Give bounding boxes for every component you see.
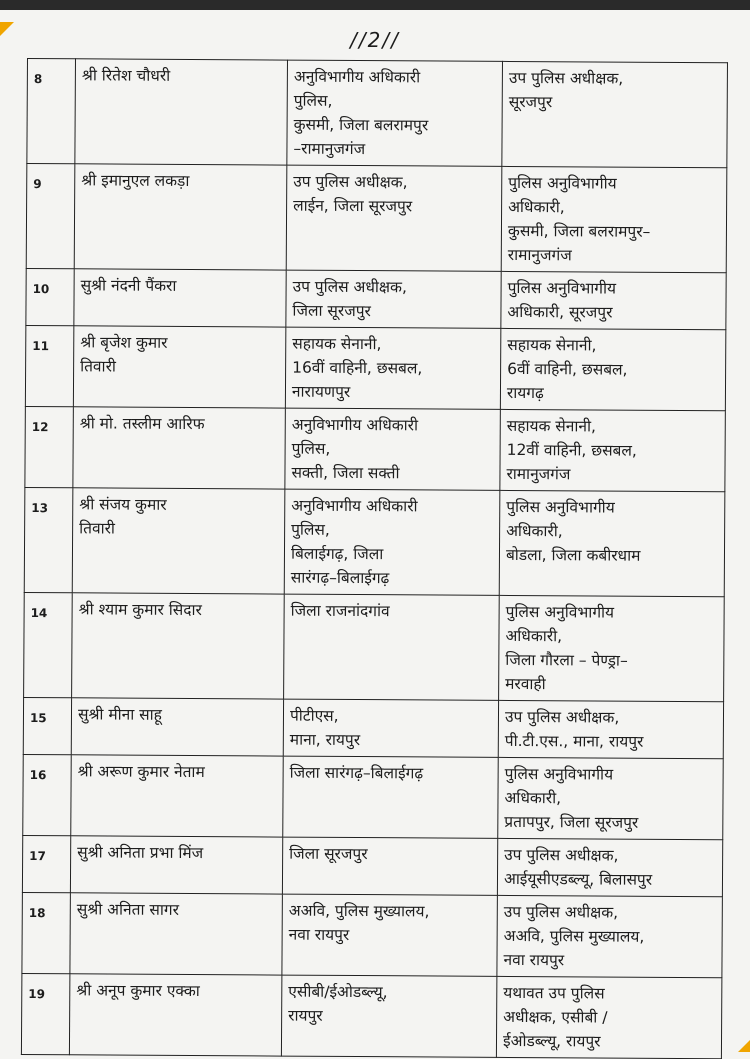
new-posting-line: उप पुलिस अधीक्षक, [504, 707, 620, 727]
current-posting-line: 16वीं वाहिनी, छसबल, [292, 358, 423, 378]
officer-name-line: श्री रितेश चौधरी [81, 66, 171, 85]
new-posting-line: आईयूसीएडब्ल्यू, बिलासपुर [503, 869, 653, 889]
new-posting-line: बोडला, जिला कबीरधाम [505, 545, 641, 565]
serial-number: 8 [27, 59, 76, 164]
new-posting-line: अधिकारी, [504, 788, 562, 808]
officer-name-cell [72, 593, 285, 699]
table-row [25, 406, 725, 491]
current-posting-line: अनुविभागीय अधिकारी [291, 415, 419, 435]
table-row [23, 754, 723, 839]
current-posting-line: सहायक सेनानी, [292, 334, 382, 354]
current-posting-cell [285, 408, 500, 490]
officer-name-cell [73, 407, 285, 489]
current-posting-line: उप पुलिस अधीक्षक, [292, 277, 407, 297]
current-posting-line: पुलिस, [293, 91, 333, 110]
serial-number: 15 [23, 697, 71, 754]
officer-name-cell [70, 893, 282, 975]
new-posting-line: अधिकारी, [505, 626, 563, 646]
new-posting-line: अधिकारी, सूरजपुर [507, 302, 613, 322]
current-posting-line: लाईन, जिला सूरजपुर [293, 196, 413, 216]
current-posting-line: एसीबी/ईओडब्ल्यू, [288, 982, 388, 1002]
table-row [23, 697, 723, 758]
transfer-table-body [21, 59, 727, 1059]
new-posting-line: रामानुजगंज [507, 245, 572, 265]
serial-number: 10 [26, 268, 74, 325]
officer-name-line: तिवारी [80, 357, 117, 376]
serial-number: 12 [25, 406, 73, 487]
new-posting-line: पी.टी.एस., माना, रायपुर [504, 731, 644, 751]
current-posting-cell [286, 270, 501, 328]
serial-number: 9 [26, 164, 75, 269]
table-row [26, 268, 726, 329]
new-posting-line: सहायक सेनानी, [507, 335, 597, 355]
new-posting-cell [497, 895, 722, 977]
new-posting-line: 12वीं वाहिनी, छसबल, [506, 440, 637, 460]
new-posting-cell [496, 976, 721, 1058]
new-posting-cell [501, 271, 726, 329]
new-posting-line: अधीक्षक, एसीबी / [503, 1007, 608, 1027]
current-posting-line: रायपुर [288, 1006, 323, 1025]
current-posting-line: अनुविभागीय अधिकारी [293, 67, 421, 87]
serial-number: 13 [24, 487, 73, 592]
new-posting-cell [500, 409, 725, 491]
serial-number: 16 [23, 754, 71, 835]
new-posting-cell [501, 166, 727, 272]
officer-name-line: श्री श्याम कुमार सिदार [78, 600, 202, 620]
corner-marker-bottom-icon [738, 1040, 750, 1052]
current-posting-line: नारायणपुर [291, 382, 351, 401]
new-posting-cell [498, 757, 723, 839]
current-posting-cell [282, 837, 497, 895]
officer-name-line: सुश्री नंदनी पैंकरा [80, 276, 177, 295]
current-posting-cell [287, 60, 503, 166]
current-posting-line: पुलिस, [291, 439, 331, 458]
current-posting-line: पुलिस, [291, 520, 330, 539]
current-posting-line: जिला राजनांदगांव [290, 601, 390, 621]
officer-name-line: सुश्री मीना साहू [77, 705, 162, 724]
new-posting-line: अधिकारी, [506, 521, 563, 541]
table-row [22, 892, 722, 977]
officer-name-line: सुश्री अनिता सागर [76, 900, 180, 919]
officer-name-cell [74, 269, 286, 327]
new-posting-line: उप पुलिस अधीक्षक, [504, 845, 619, 865]
new-posting-line: अधिकारी, [508, 197, 565, 217]
current-posting-line: सक्ती, जिला सक्ती [291, 463, 400, 483]
officer-name-cell [75, 59, 288, 165]
officer-name-line: तिवारी [79, 519, 116, 538]
officer-name-cell [73, 326, 285, 408]
officer-name-line: श्री अरूण कुमार नेताम [77, 762, 205, 782]
officer-name-line: श्री बृजेश कुमार [80, 333, 168, 352]
page-number: //2// [350, 28, 400, 52]
serial-number: 17 [22, 835, 70, 892]
officer-name-line: श्री इमानुएल लकड़ा [81, 171, 190, 190]
officer-name-cell [74, 164, 287, 270]
serial-number: 18 [22, 892, 70, 973]
new-posting-line: उप पुलिस अधीक्षक, [508, 68, 624, 88]
officer-name-cell [71, 698, 283, 756]
new-posting-line: नवा रायपुर [503, 950, 565, 970]
current-posting-line: अअवि, पुलिस मुख्यालय, [288, 901, 430, 921]
current-posting-cell [285, 327, 500, 409]
new-posting-cell [499, 490, 725, 596]
current-posting-line: उप पुलिस अधीक्षक, [293, 172, 408, 192]
current-posting-line: जिला सारंगढ़–बिलाईगढ़ [289, 763, 424, 783]
current-posting-line: जिला सूरजपुर [292, 301, 371, 321]
new-posting-line: पुलिस अनुविभागीय [505, 602, 615, 622]
new-posting-cell [502, 61, 728, 167]
new-posting-cell [500, 328, 725, 410]
table-row [21, 973, 721, 1058]
new-posting-line: रायगढ़ [506, 383, 544, 403]
officer-name-line: श्री अनूप कुमार एक्का [76, 981, 200, 1001]
table-row [24, 487, 725, 596]
new-posting-line: सूरजपुर [508, 92, 553, 112]
officer-name-line: श्री संजय कुमार [79, 495, 167, 514]
current-posting-line: –रामानुजगंज [293, 139, 366, 159]
current-posting-cell [283, 699, 498, 757]
serial-number: 11 [25, 325, 73, 406]
new-posting-line: कुसमी, जिला बलरामपुर– [507, 221, 651, 241]
table-row [27, 59, 728, 168]
new-posting-line: पुलिस अनुविभागीय [506, 497, 615, 517]
current-posting-cell [286, 165, 502, 271]
current-posting-cell [281, 975, 496, 1057]
new-posting-cell [497, 838, 722, 896]
current-posting-cell [284, 594, 500, 700]
new-posting-line: पुलिस अनुविभागीय [508, 173, 617, 193]
table-row [22, 835, 722, 896]
current-posting-cell [282, 894, 497, 976]
new-posting-line: अअवि, पुलिस मुख्यालय, [503, 926, 645, 946]
new-posting-cell [499, 595, 725, 701]
current-posting-line: जिला सूरजपुर [289, 844, 368, 864]
officer-name-cell [69, 974, 281, 1056]
officer-name-cell [71, 755, 283, 837]
current-posting-line: सारंगढ़–बिलाईगढ़ [290, 568, 390, 588]
new-posting-line: यथावत उप पुलिस [503, 983, 605, 1003]
serial-number: 14 [24, 592, 73, 697]
new-posting-line: 6वीं वाहिनी, छसबल, [507, 359, 628, 379]
current-posting-cell [283, 756, 498, 838]
officer-name-cell [72, 488, 285, 594]
table-row [24, 592, 725, 701]
new-posting-line: प्रतापपुर, जिला सूरजपुर [504, 812, 639, 832]
table-row [26, 164, 727, 273]
officer-name-line: श्री मो. तस्लीम आरिफ [79, 414, 205, 434]
new-posting-line: पुलिस अनुविभागीय [504, 764, 614, 784]
current-posting-line: पीटीएस, [289, 706, 339, 725]
new-posting-line: पुलिस अनुविभागीय [507, 278, 617, 298]
officer-name-cell [70, 836, 282, 894]
new-posting-line: ईओडब्ल्यू, रायपुर [502, 1031, 601, 1051]
current-posting-line: बिलाईगढ़, जिला [290, 544, 384, 564]
new-posting-cell [498, 700, 723, 758]
new-posting-line: रामानुजगंज [506, 464, 571, 484]
officer-name-line: सुश्री अनिता प्रभा मिंज [77, 843, 204, 863]
current-posting-line: कुसमी, जिला बलरामपुर [293, 115, 429, 135]
new-posting-line: मरवाही [505, 674, 546, 694]
current-posting-line: माना, रायपुर [289, 730, 361, 750]
new-posting-line: सहायक सेनानी, [506, 416, 597, 436]
new-posting-line: जिला गौरला – पेण्ड्रा– [505, 650, 628, 670]
table-row [25, 325, 725, 410]
new-posting-line: उप पुलिस अधीक्षक, [503, 902, 619, 922]
transfer-table [21, 58, 728, 1059]
serial-number: 19 [21, 973, 69, 1054]
current-posting-line: नवा रायपुर [288, 925, 350, 944]
top-scan-edge [0, 0, 750, 10]
current-posting-line: अनुविभागीय अधिकारी [291, 496, 418, 516]
current-posting-cell [284, 489, 500, 595]
